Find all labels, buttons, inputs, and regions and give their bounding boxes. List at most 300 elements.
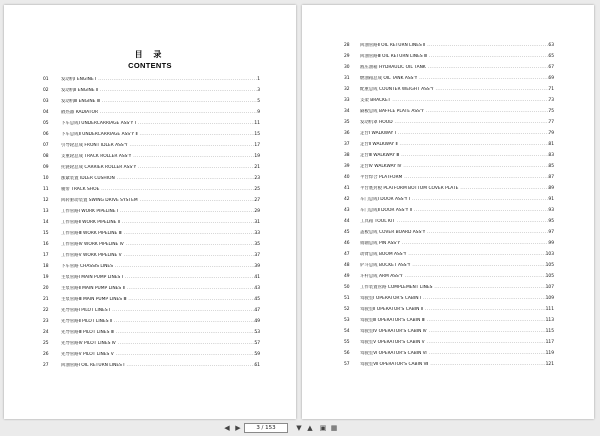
toc-entry[interactable] (302, 274, 594, 285)
toc-entry-title-en: TOOL KIT (374, 219, 395, 224)
toc-entry-title-cn: 回油管路Ⅰ (61, 363, 80, 368)
toc-entry[interactable] (4, 253, 296, 264)
toc-entry-number: 14 (43, 220, 49, 225)
toc-entry[interactable] (302, 142, 594, 153)
toc-entry-number: 39 (344, 164, 350, 169)
toc-entry-page: 27 (254, 198, 260, 203)
toc-entry-title-cn: 液压油箱 (360, 65, 378, 70)
page-number-field[interactable]: 3 / 153 (244, 423, 288, 433)
toc-entry-title-cn: 铲斗总成 (360, 263, 378, 268)
toc-entry-title-en: OPERATOR'S CABIN Ⅳ (378, 329, 427, 334)
toc-entry-title-en: PILOT LINES Ⅴ (82, 352, 114, 357)
toc-entry-title (360, 65, 550, 71)
toc-entry-title (360, 197, 550, 203)
toc-entry-title-cn: 工作装置管路 (360, 285, 387, 290)
toc-entry-number: 23 (43, 319, 49, 324)
toc-entry-title-en: BUCKET ASS'Y (378, 263, 411, 268)
toc-entry-title (61, 275, 258, 281)
toc-entry[interactable] (302, 351, 594, 362)
toc-entry-title (360, 76, 550, 82)
toc-entry-title (360, 230, 550, 236)
toc-entry-title-cn: 回油管路Ⅲ (360, 54, 381, 59)
toc-entry[interactable] (302, 329, 594, 340)
toc-entry-page: 103 (545, 252, 554, 257)
toc-entry-page: 17 (254, 143, 260, 148)
toc-entry-title-en: CARRIER ROLLER ASS'Y (84, 165, 137, 170)
toc-entry-title-en: OPERATOR'S CABIN Ⅵ (378, 351, 427, 356)
toc-entry-number: 20 (43, 286, 49, 291)
toc-entry-page: 65 (548, 54, 554, 59)
toc-entry-title (61, 154, 258, 160)
toc-entry-title-en: OIL RETURN LINES Ⅱ (381, 43, 426, 48)
toc-entry[interactable] (4, 88, 296, 99)
toc-entry-title-cn: 发动机Ⅱ (61, 88, 77, 93)
toc-entry-title (360, 54, 550, 60)
toc-entry-number: 54 (344, 329, 350, 334)
toc-entry-title-cn: 主泵管路Ⅰ (61, 275, 80, 280)
toc-entry[interactable] (302, 164, 594, 175)
document-page-right (302, 5, 594, 419)
toc-entry-title-en: FRONT IDLER ASS'Y (84, 143, 128, 148)
toc-entry-title-cn: 散热器 (61, 110, 75, 115)
toc-entry-title-en: RADIATOR (75, 110, 98, 115)
toc-entry-title-en: HYDRAULIC OIL TANK (378, 65, 426, 70)
chevron-down-icon[interactable]: ▼ (296, 424, 302, 432)
toc-entry[interactable] (302, 131, 594, 142)
toc-entry-title-en: UNDERCARRIAGE ASS'Y Ⅱ (82, 132, 138, 137)
toc-entry-title-cn: 支架 (360, 98, 369, 103)
toc-entry-page: 121 (545, 362, 554, 367)
toc-entry-title-en: WORK PIPELINE Ⅴ (82, 253, 122, 258)
toc-entry-title-cn: 走台Ⅲ (360, 153, 372, 158)
toc-entry[interactable] (4, 330, 296, 341)
toc-entry-page: 47 (254, 308, 260, 313)
toc-entry-page: 35 (254, 242, 260, 247)
toc-entry-page: 61 (254, 363, 260, 368)
toc-entry-title-cn: 驾驶室Ⅱ (360, 307, 376, 312)
toc-entry[interactable] (302, 307, 594, 318)
toc-entry-number: 08 (43, 154, 49, 159)
toc-entry-number: 24 (43, 330, 49, 335)
toc-entry-page: 111 (545, 307, 554, 312)
toc-entry-title-en: IDLER CUSHION (79, 176, 115, 181)
toc-entry-title (61, 363, 258, 369)
toc-entry-title-cn: 涨紧装置 (61, 176, 79, 181)
toc-entry-title-cn: 工作管路Ⅳ (61, 242, 83, 247)
toc-entry-page: 95 (548, 219, 554, 224)
toc-entry-number: 15 (43, 231, 49, 236)
toc-entry-title-cn: 隔板总成 (360, 109, 378, 114)
toc-entry-title (61, 352, 258, 358)
toc-entry[interactable] (302, 98, 594, 109)
toc-entry-title-cn: 驾驶室Ⅶ (360, 362, 379, 367)
toc-entry-page: 97 (548, 230, 554, 235)
toc-entry-title-en: TRACK SHOE (71, 187, 100, 192)
toc-entry-title-en: WALKWAY Ⅰ (371, 131, 396, 136)
toc-entry[interactable] (4, 143, 296, 154)
toc-entry-title-en: PLATFORM (378, 175, 403, 180)
toc-entry[interactable] (4, 121, 296, 132)
toc-entry-number: 22 (43, 308, 49, 313)
toc-entry-title-en: BOOM ASS'Y (378, 252, 407, 257)
toc-entry-title (360, 87, 550, 93)
arrow-left-icon[interactable]: ◀ (224, 424, 230, 432)
toc-entry-title-en: ENGINE Ⅱ (77, 88, 99, 93)
toc-entry-title-cn: 走台Ⅱ (360, 142, 371, 147)
toc-title-cn: 目 录 (134, 50, 166, 59)
toc-entry-title-en: COVER BOARD ASS'Y (378, 230, 426, 235)
toc-entry-title-cn: 下车总成Ⅱ (61, 132, 81, 137)
toc-entry-page: 45 (254, 297, 260, 302)
toc-entry-number: 03 (43, 99, 49, 104)
toc-entry[interactable] (4, 110, 296, 121)
toc-entry[interactable] (302, 120, 594, 131)
toc-entry[interactable] (4, 308, 296, 319)
toc-entry-title (61, 253, 258, 259)
toc-entry[interactable] (302, 296, 594, 307)
toc-entry[interactable] (302, 54, 594, 65)
toc-entry-title (61, 264, 258, 270)
toc-entry[interactable] (4, 231, 296, 242)
toc-entry[interactable] (4, 264, 296, 275)
toc-entry[interactable] (4, 154, 296, 165)
toc-entry-title-en: PLATFORM BOTTOM COVER PLATE (383, 186, 459, 191)
toc-entry-title (360, 263, 550, 269)
toc-entry-page: 87 (548, 175, 554, 180)
toc-entry-number: 07 (43, 143, 49, 148)
toc-entry-title-cn: 工具箱 (360, 219, 374, 224)
toc-entry-title-cn: 工作管路Ⅱ (61, 220, 81, 225)
toc-entry-title-en: MAIN PUMP LINES Ⅲ (83, 297, 127, 302)
toc-entry-title-en: TRACK ROLLER ASS'Y (84, 154, 132, 159)
toc-entry-page: 117 (545, 340, 554, 345)
toc-entry-page: 73 (548, 98, 554, 103)
toc-entry-page: 25 (254, 187, 260, 192)
toc-entry-title-cn: 驾驶室Ⅳ (360, 329, 378, 334)
toc-entry-title (61, 176, 258, 182)
toc-entry-title-en: SWING DRIVE SYSTEM (88, 198, 138, 203)
toc-entry-number: 10 (43, 176, 49, 181)
toc-entry-title-cn: 工作管路Ⅲ (61, 231, 82, 236)
toc-entry-title-cn: 履带 (61, 187, 70, 192)
toc-entry-number: 30 (344, 65, 350, 70)
toc-entry-title (61, 165, 258, 171)
chevron-up-icon[interactable]: ▲ (307, 424, 313, 432)
toc-entry-page: 29 (254, 209, 260, 214)
toc-entry-number: 52 (344, 307, 350, 312)
toc-entry-number: 02 (43, 88, 49, 93)
toc-entry-title-cn: 回油管路Ⅱ (360, 43, 380, 48)
toc-entry-title-cn: 托链轮总成 (61, 165, 83, 170)
toc-entry-title (360, 186, 550, 192)
toc-entry-title (360, 208, 550, 214)
toc-entry-number: 41 (344, 186, 350, 191)
toc-entry-number: 38 (344, 153, 350, 158)
toc-entry-title-en: WORK PIPELINE Ⅱ (82, 220, 120, 225)
toc-entry-page: 19 (254, 154, 260, 159)
toc-entry[interactable] (4, 132, 296, 143)
toc-entry-number: 19 (43, 275, 49, 280)
toc-entry[interactable] (4, 242, 296, 253)
toc-entry-page: 75 (548, 109, 554, 114)
toc-entry-page: 43 (254, 286, 260, 291)
toc-entry-title-cn: 主泵管路Ⅲ (61, 297, 82, 302)
toc-entry-page: 33 (254, 231, 260, 236)
toc-entry-number: 06 (43, 132, 49, 137)
toc-entry-number: 13 (43, 209, 49, 214)
toc-entry-title-en: COMPLEMENT LINES (387, 285, 433, 290)
toc-entry-title-cn: 下车管路 (61, 264, 79, 269)
toc-entry-title-cn: 下车总成Ⅰ (61, 121, 80, 126)
toc-entry-title-en: WORK PIPELINE Ⅳ (84, 242, 124, 247)
toc-entry-number: 51 (344, 296, 350, 301)
toc-entry-number: 33 (344, 98, 350, 103)
toc-entry-title-en: WORK PIPELINE Ⅲ (83, 231, 122, 236)
toc-entry-page: 63 (548, 43, 554, 48)
toc-entry-title (360, 318, 550, 324)
toc-entry-title-en: OPERATOR'S CABIN Ⅲ (377, 318, 425, 323)
toc-entry[interactable] (4, 77, 296, 88)
toc-entry-page: 113 (545, 318, 554, 323)
toc-entry-number: 35 (344, 120, 350, 125)
toc-entry-title-en: OPERATOR'S CABIN Ⅶ (379, 362, 429, 367)
toc-entry-page: 49 (254, 319, 260, 324)
toc-entry-title (61, 341, 258, 347)
toc-entry-title (360, 274, 550, 280)
toc-entry-title-en: ENGINE Ⅰ (76, 77, 97, 82)
toc-entry-number: 56 (344, 351, 350, 356)
toc-entry-title-en: OIL RETURN LINES Ⅰ (81, 363, 125, 368)
fit-page-icon[interactable]: ▦ (330, 424, 338, 432)
toc-entry-page: 91 (548, 197, 554, 202)
toc-entry-number: 49 (344, 274, 350, 279)
toc-entry-title (360, 98, 550, 104)
toc-entry-title-cn: 盖板总成 (360, 230, 378, 235)
toc-entry-title-en: ARM ASS'Y (378, 274, 403, 279)
toc-entry-page: 119 (545, 351, 554, 356)
toc-entry-title (360, 329, 550, 335)
toc-entry-number: 05 (43, 121, 49, 126)
toc-entry-title (61, 209, 258, 215)
toc-entry-title-en: MAIN PUMP LINES Ⅰ (81, 275, 124, 280)
toc-entry[interactable] (4, 209, 296, 220)
toc-entry-title-cn: 先导管路Ⅴ (61, 352, 82, 357)
toc-entry-title (61, 77, 258, 83)
toc-entry[interactable] (302, 285, 594, 296)
toc-entry-page: 93 (548, 208, 554, 213)
toc-entry-title-cn: 车门总成Ⅱ (360, 208, 380, 213)
toc-entry-title (360, 219, 550, 225)
toc-entry-title-en: HOOD (378, 120, 393, 125)
toc-entry-title-cn: 燃油箱总成 (360, 76, 382, 81)
toc-entry-page: 5 (257, 99, 260, 104)
toc-entry-page: 3 (257, 88, 260, 93)
toc-entry-title (61, 242, 258, 248)
toc-entry-number: 25 (43, 341, 49, 346)
toc-entry[interactable] (4, 275, 296, 286)
toc-entry[interactable] (302, 340, 594, 351)
toc-entry-number: 11 (43, 187, 49, 192)
toc-entry-title-cn: 回转驱动装置 (61, 198, 88, 203)
toc-entry-page: 1 (257, 77, 260, 82)
toc-entry[interactable] (4, 99, 296, 110)
toc-entry-page: 69 (548, 76, 554, 81)
toc-entry[interactable] (302, 76, 594, 87)
toc-entry-title (61, 132, 258, 138)
page-view-icon[interactable]: ▣ (319, 424, 327, 432)
toc-entry[interactable] (4, 198, 296, 209)
toc-entry-page: 107 (545, 285, 554, 290)
toc-entry[interactable] (302, 219, 594, 230)
toc-entry-number: 43 (344, 208, 350, 213)
toc-title-en: CONTENTS (128, 61, 172, 70)
toc-entry-title-cn: 先导管路Ⅰ (61, 308, 80, 313)
toc-entry-title (61, 99, 258, 105)
toc-entry[interactable] (302, 109, 594, 120)
toc-entry-title (360, 340, 550, 346)
toc-entry[interactable] (4, 319, 296, 330)
toc-entry-page: 89 (548, 186, 554, 191)
toc-entry-page: 53 (254, 330, 260, 335)
toc-entry-number: 27 (43, 363, 49, 368)
toc-entry-page: 23 (254, 176, 260, 181)
toc-entry-number: 17 (43, 253, 49, 258)
toc-entry-title (360, 296, 550, 302)
toc-entry-number: 04 (43, 110, 49, 115)
toc-entry-page: 31 (254, 220, 260, 225)
toc-entry-title (360, 142, 550, 148)
toc-entry[interactable] (302, 65, 594, 76)
viewer-toolbar (0, 421, 600, 436)
toc-entry-title-cn: 支重轮总成 (61, 154, 83, 159)
toc-entry-title-cn: 引导轮总成 (61, 143, 83, 148)
toc-entry[interactable] (4, 187, 296, 198)
toc-entry[interactable] (302, 186, 594, 197)
toc-entry-number: 37 (344, 142, 350, 147)
toc-entry-title-cn: 发动机Ⅰ (61, 77, 76, 82)
toc-entry-number: 45 (344, 230, 350, 235)
toc-entry-page: 39 (254, 264, 260, 269)
toc-entry-title-cn: 动臂总成 (360, 252, 378, 257)
toc-entry-page: 15 (254, 132, 260, 137)
toc-entry[interactable] (302, 241, 594, 252)
toc-entry-title-en: OIL RETURN LINES Ⅲ (382, 54, 428, 59)
toc-entry-title-cn: 平台焊合 (360, 175, 378, 180)
toc-entry-title-cn: 驾驶室Ⅲ (360, 318, 377, 323)
toc-entry-title-cn: 驾驶室Ⅵ (360, 351, 378, 356)
toc-entry-page: 71 (548, 87, 554, 92)
toc-entry-number: 57 (344, 362, 350, 367)
toc-entry-title-en: WALKWAY Ⅱ (372, 142, 398, 147)
toc-entry-number: 36 (344, 131, 350, 136)
toc-entry-number: 26 (43, 352, 49, 357)
toc-entry-title (61, 110, 258, 116)
toc-entry-number: 50 (344, 285, 350, 290)
toc-entry[interactable] (302, 87, 594, 98)
toc-entry-page: 109 (545, 296, 554, 301)
toc-entry-number: 09 (43, 165, 49, 170)
toc-entry-number: 42 (344, 197, 350, 202)
toc-entry-page: 105 (545, 263, 554, 268)
toc-entry-title-cn: 配重总成 (360, 87, 378, 92)
toc-entry-title-cn: 主泵管路Ⅱ (61, 286, 81, 291)
toc-entry-title (360, 362, 550, 368)
toc-entry[interactable] (302, 362, 594, 373)
toc-entry-number: 29 (344, 54, 350, 59)
toc-entry[interactable] (302, 252, 594, 263)
toc-entry-title-en: WALKWAY Ⅳ (374, 164, 402, 169)
toc-entry-title-en: MAIN PUMP LINES Ⅱ (82, 286, 125, 291)
toc-entry-number: 32 (344, 87, 350, 92)
toc-entry-page: 99 (548, 241, 554, 246)
toc-entry[interactable] (4, 352, 296, 363)
toc-entry-title-cn: 发动机罩 (360, 120, 378, 125)
toc-entry-title-cn: 先导管路Ⅲ (61, 330, 82, 335)
toc-entry-title-cn: 驾驶室Ⅴ (360, 340, 377, 345)
toc-entry[interactable] (302, 208, 594, 219)
toc-entry-title (61, 121, 258, 127)
toc-entry-title (61, 231, 258, 237)
toc-entry-title-cn: 走台Ⅰ (360, 131, 371, 136)
toc-entry-title (61, 187, 258, 193)
toc-entry[interactable] (4, 297, 296, 308)
toc-entry[interactable] (302, 318, 594, 329)
toc-entry-number: 34 (344, 109, 350, 114)
toc-entry-title (360, 351, 550, 357)
toc-entry-title-cn: 先导管路Ⅱ (61, 319, 81, 324)
arrow-right-icon[interactable]: ▶ (235, 424, 241, 432)
toc-entry[interactable] (302, 153, 594, 164)
toc-entry-page: 21 (254, 165, 260, 170)
toc-entry[interactable] (4, 286, 296, 297)
toc-entry-number: 48 (344, 263, 350, 268)
toc-entry[interactable] (4, 220, 296, 231)
toc-entry-title-cn: 走台Ⅳ (360, 164, 373, 169)
toc-entry[interactable] (302, 197, 594, 208)
toc-entry[interactable] (302, 230, 594, 241)
toc-entry-title (360, 164, 550, 170)
toc-entry-page: 41 (254, 275, 260, 280)
toc-entry-number: 53 (344, 318, 350, 323)
toc-entry[interactable] (4, 341, 296, 352)
toc-entry-title (61, 286, 258, 292)
toc-entry-page: 67 (548, 65, 554, 70)
toc-entry[interactable] (4, 363, 296, 374)
toc-entry-title (61, 88, 258, 94)
toc-entry-page: 77 (548, 120, 554, 125)
toc-entry-page: 9 (257, 110, 260, 115)
toc-entry[interactable] (302, 263, 594, 274)
toc-entry-title-en: WORK PIPELINE Ⅰ (81, 209, 119, 214)
toc-entry-title (61, 308, 258, 314)
toc-entry[interactable] (4, 176, 296, 187)
toc-entry-title-cn: 车门总成Ⅰ (360, 197, 379, 202)
toc-entry-page: 83 (548, 153, 554, 158)
toc-entry-number: 28 (344, 43, 350, 48)
toc-entry-title-cn: 驾驶室Ⅰ (360, 296, 375, 301)
toc-entry[interactable] (302, 43, 594, 54)
toc-entry-title-en: COUNTER WEIGHT ASS'Y (378, 87, 434, 92)
toc-entry-title (360, 252, 550, 258)
toc-entry[interactable] (302, 175, 594, 186)
toc-entry-title-cn: 斗杆总成 (360, 274, 378, 279)
toc-entry-title-en: DOOR ASS'Y Ⅰ (380, 197, 411, 202)
toc-entry-title (61, 143, 258, 149)
toc-entry-number: 18 (43, 264, 49, 269)
toc-entry-title-cn: 销轴总成 (360, 241, 378, 246)
toc-entry-title (360, 43, 550, 49)
toc-entry[interactable] (4, 165, 296, 176)
